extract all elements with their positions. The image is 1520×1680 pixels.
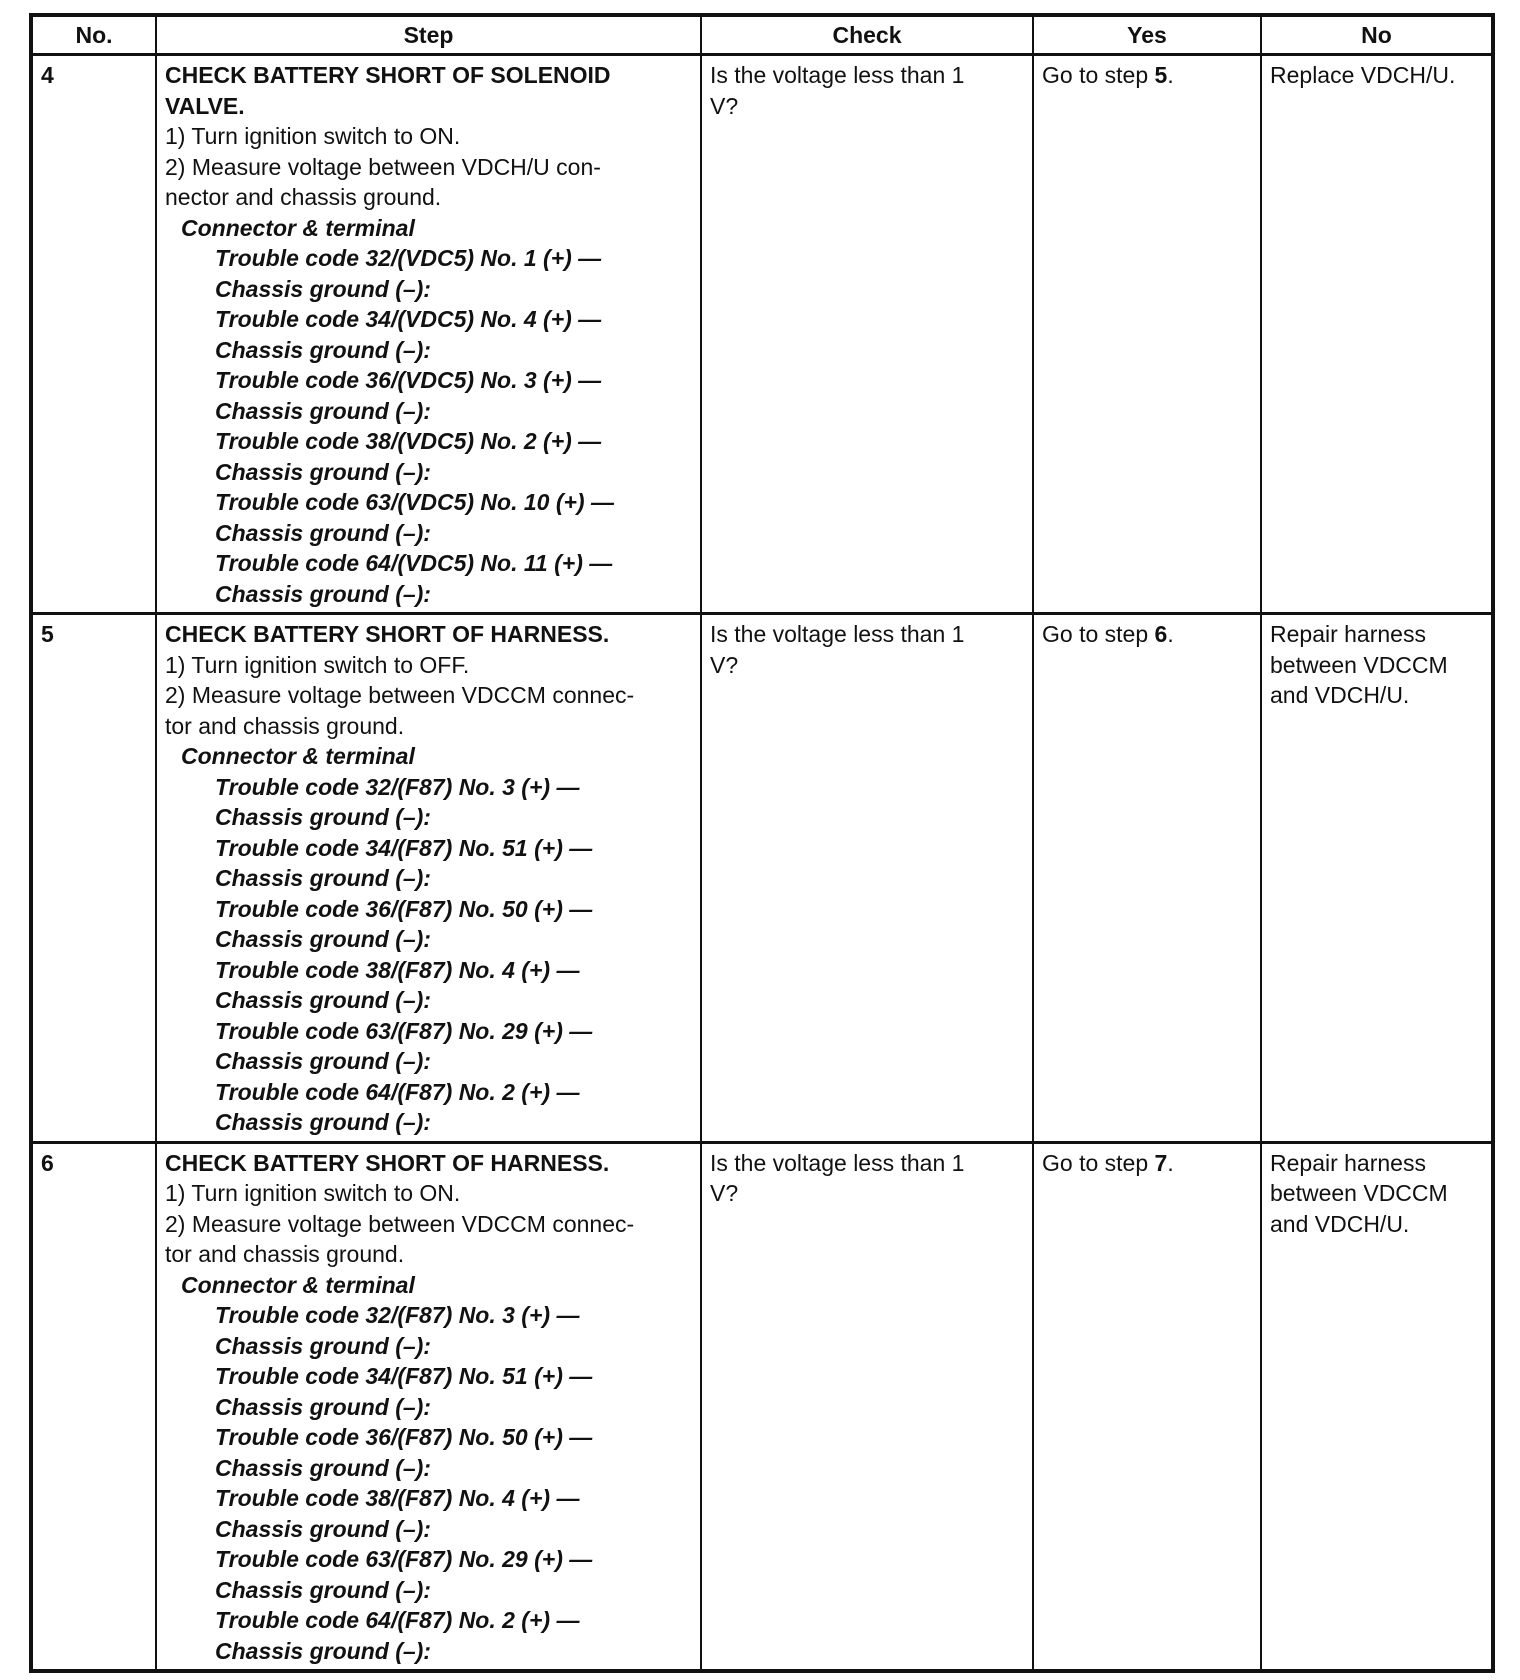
step-number-cell: 4: [31, 55, 156, 614]
no-result-cell: [1261, 614, 1493, 1143]
yes-cell: [1033, 55, 1261, 614]
terminal-line: Chassis ground (–):: [215, 580, 431, 607]
no-result-cell: [1261, 55, 1493, 614]
terminal-line: Trouble code 34/(F87) No. 51 (+) —: [215, 1363, 593, 1389]
terminal-line: Trouble code 63/(F87) No. 29 (+) —: [215, 1546, 593, 1572]
no-result-text: between VDCCM: [1270, 651, 1448, 678]
step-number-cell: 6: [31, 1142, 156, 1671]
terminal-line: Chassis ground (–):: [215, 1576, 431, 1603]
connector-heading: Connector & terminal: [181, 743, 415, 769]
terminal-line: Chassis ground (–):: [215, 336, 431, 363]
table-body: [31, 55, 1493, 1672]
terminal-line: Trouble code 32/(F87) No. 3 (+) —: [215, 773, 580, 800]
terminal-line: Chassis ground (–):: [215, 1454, 431, 1481]
terminal-line: Trouble code 32/(F87) No. 3 (+) —: [215, 1302, 580, 1328]
terminal-line: Chassis ground (–):: [215, 865, 431, 891]
terminal-line: Trouble code 32/(VDC5) No. 1 (+) —: [215, 245, 602, 271]
terminal-line: Chassis ground (–):: [215, 1109, 431, 1135]
yes-suffix: .: [1167, 1149, 1174, 1176]
terminal-line: Chassis ground (–):: [215, 519, 431, 546]
step-instruction: tor and chassis ground.: [165, 1241, 405, 1267]
yes-prefix: Go to step: [1042, 1149, 1155, 1176]
check-text: V?: [710, 1180, 739, 1206]
terminal-line: Trouble code 63/(F87) No. 29 (+) —: [215, 1017, 593, 1044]
step-title: CHECK BATTERY SHORT OF SOLENOID VALVE.: [165, 62, 611, 119]
no-result-text: Replace VDCH/U.: [1270, 62, 1456, 88]
header-step: Step: [156, 15, 701, 55]
terminal-line: Chassis ground (–):: [215, 397, 431, 424]
connector-heading: Connector & terminal: [181, 214, 415, 241]
check-text: Is the voltage less than 1: [710, 621, 965, 647]
terminal-line: Trouble code 38/(F87) No. 4 (+) —: [215, 1485, 580, 1511]
yes-step-number: 7: [1154, 1149, 1168, 1176]
step-instruction: 2) Measure voltage between VDCH/U con-: [165, 153, 601, 180]
step-title: CHECK BATTERY SHORT OF HARNESS.: [165, 621, 610, 647]
check-cell: [701, 1142, 1033, 1671]
table-row: [31, 614, 1493, 1143]
step-cell: [156, 1142, 701, 1671]
yes-prefix: Go to step: [1042, 62, 1155, 88]
terminal-line: Chassis ground (–):: [215, 458, 431, 485]
terminal-line: Chassis ground (–):: [215, 1637, 431, 1664]
terminal-line: Trouble code 34/(F87) No. 51 (+) —: [215, 834, 593, 861]
check-text: Is the voltage less than 1: [710, 1149, 965, 1176]
header-no: No.: [31, 15, 156, 55]
yes-text: [1042, 1148, 1253, 1179]
terminal-line: Trouble code 64/(F87) No. 2 (+) —: [215, 1607, 580, 1633]
header-no-result: No: [1261, 15, 1493, 55]
step-instruction: nector and chassis ground.: [165, 184, 442, 210]
check-text: V?: [710, 92, 739, 119]
diagnostic-table: [29, 13, 1495, 1673]
yes-text: [1042, 619, 1253, 650]
step-instruction: 1) Turn ignition switch to OFF.: [165, 651, 470, 678]
yes-cell: [1033, 1142, 1261, 1671]
check-cell: [701, 55, 1033, 614]
terminal-line: Chassis ground (–):: [215, 275, 431, 302]
no-result-cell: [1261, 1142, 1493, 1671]
header-row: [31, 15, 1493, 55]
step-cell: [156, 614, 701, 1143]
yes-suffix: .: [1167, 621, 1174, 647]
connector-heading: Connector & terminal: [181, 1271, 415, 1298]
terminal-line: Chassis ground (–):: [215, 1048, 431, 1074]
terminal-line: Chassis ground (–):: [215, 987, 431, 1013]
terminal-line: Chassis ground (–):: [215, 804, 431, 830]
yes-cell: [1033, 614, 1261, 1143]
table-row: [31, 55, 1493, 614]
terminal-line: Chassis ground (–):: [215, 926, 431, 952]
header-check: Check: [701, 15, 1033, 55]
terminal-line: Chassis ground (–):: [215, 1332, 431, 1359]
no-result-text: Repair harness: [1270, 621, 1426, 647]
step-instruction: 1) Turn ignition switch to ON.: [165, 123, 461, 149]
step-instruction: 2) Measure voltage between VDCCM connec-: [165, 1210, 635, 1237]
step-instruction: tor and chassis ground.: [165, 712, 405, 739]
check-text: V?: [710, 651, 739, 678]
no-result-text: between VDCCM: [1270, 1180, 1448, 1206]
table-row: [31, 1142, 1493, 1671]
step-instruction: 2) Measure voltage between VDCCM connec-: [165, 682, 635, 708]
step-number-cell: 5: [31, 614, 156, 1143]
step-instruction: 1) Turn ignition switch to ON.: [165, 1180, 461, 1206]
header-yes: Yes: [1033, 15, 1261, 55]
step-title: CHECK BATTERY SHORT OF HARNESS.: [165, 1149, 610, 1176]
check-cell: [701, 614, 1033, 1143]
yes-prefix: Go to step: [1042, 621, 1155, 647]
step-cell: [156, 55, 701, 614]
terminal-line: Chassis ground (–):: [215, 1515, 431, 1542]
terminal-line: Trouble code 64/(VDC5) No. 11 (+) —: [215, 550, 613, 576]
terminal-line: Trouble code 36/(VDC5) No. 3 (+) —: [215, 367, 602, 393]
no-result-text: and VDCH/U.: [1270, 1210, 1410, 1237]
check-text: Is the voltage less than 1: [710, 62, 965, 88]
yes-step-number: 6: [1154, 621, 1168, 647]
table-header: [31, 15, 1493, 55]
yes-suffix: .: [1167, 62, 1174, 88]
terminal-line: Trouble code 38/(F87) No. 4 (+) —: [215, 956, 580, 983]
terminal-line: Trouble code 34/(VDC5) No. 4 (+) —: [215, 306, 602, 332]
no-result-text: Repair harness: [1270, 1149, 1426, 1176]
terminal-line: Trouble code 64/(F87) No. 2 (+) —: [215, 1078, 580, 1105]
terminal-line: Trouble code 36/(F87) No. 50 (+) —: [215, 895, 593, 922]
no-result-text: and VDCH/U.: [1270, 682, 1410, 708]
terminal-line: Trouble code 36/(F87) No. 50 (+) —: [215, 1424, 593, 1450]
yes-step-number: 5: [1154, 62, 1168, 88]
yes-text: [1042, 60, 1253, 91]
terminal-line: Trouble code 38/(VDC5) No. 2 (+) —: [215, 428, 602, 454]
terminal-line: Trouble code 63/(VDC5) No. 10 (+) —: [215, 489, 614, 515]
terminal-line: Chassis ground (–):: [215, 1393, 431, 1420]
